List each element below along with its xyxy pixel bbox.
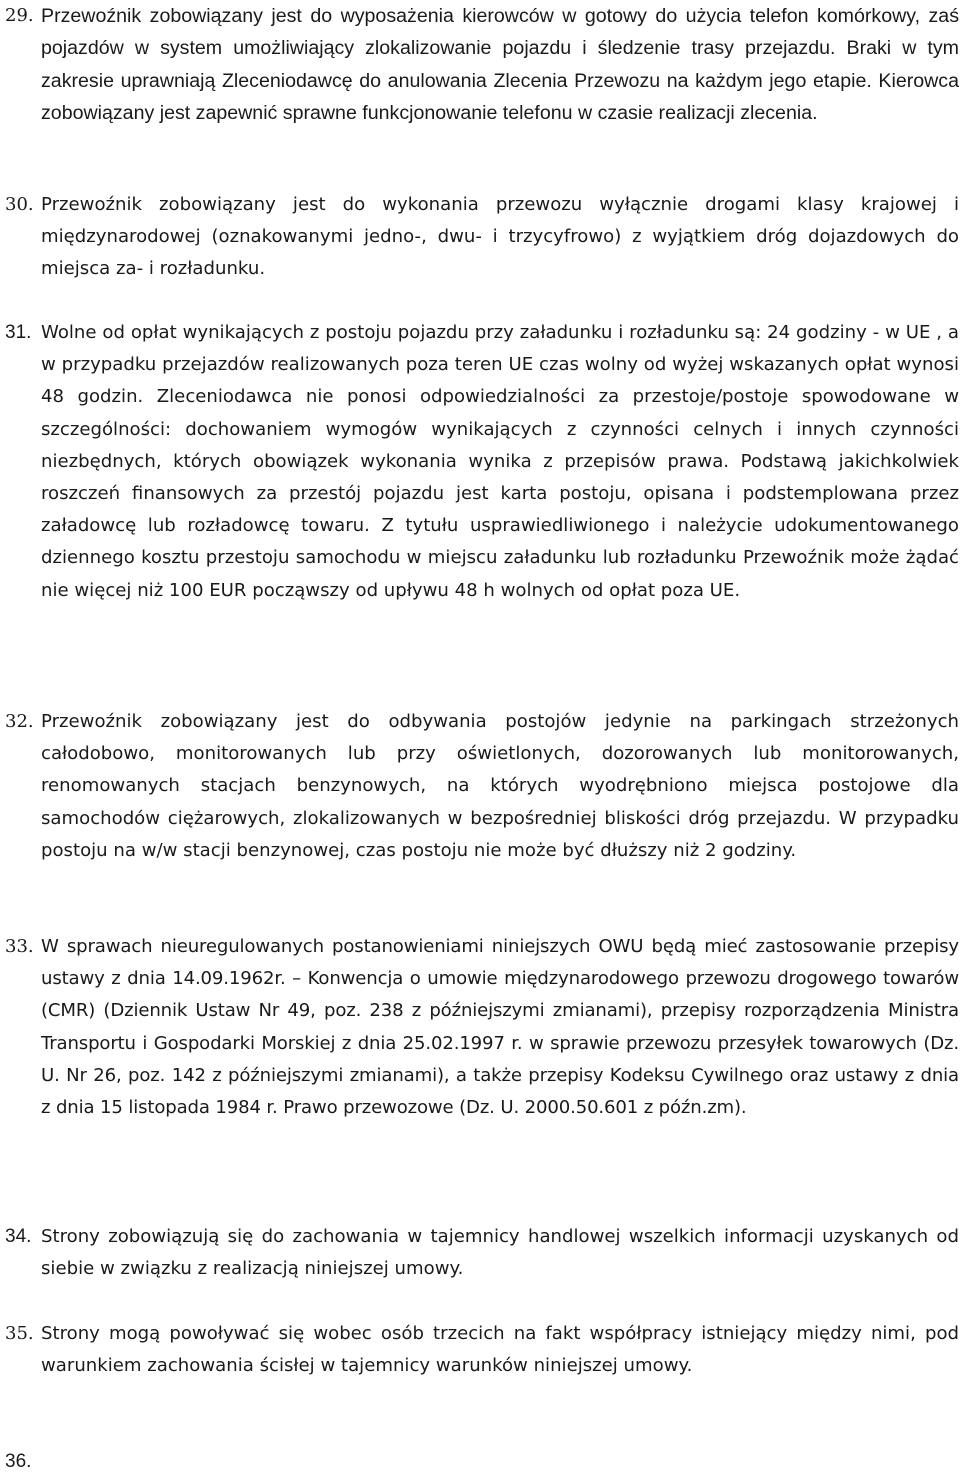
item-text: Przewoźnik zobowiązany jest do wykonania przewozu wyłącznie drogami klasy krajowej i międzynarodowej (oznakowanymi jedno-, dwu- i trzycyfrowo) z wyjątkiem dróg dojazdowych do miejsca za- i rozładunku. bbox=[41, 194, 959, 280]
item-number: 29. bbox=[5, 5, 34, 26]
item-text: Przewoźnik zobowiązany jest do odbywania postojów jedynie na parkingach strzeżonych całodobowo, monitorowanych lub przy oświetlonych, dozorowanych lub monitorowanych, renomowanych stacjach benzynowych, na których wyodrębniono miejsca postojowe dla samochodów ciężarowych, zlokalizowanych w bezpośredniej bliskości dróg przejazdu. W przypadku postoju na w/w stacji benzynowej, czas postoju nie może być dłuższy niż 2 godziny. bbox=[41, 711, 959, 861]
item-number: 30. bbox=[5, 194, 34, 215]
item-number: 36. bbox=[5, 1451, 32, 1472]
item-number: 35. bbox=[5, 1323, 34, 1344]
item-text: Strony mogą powoływać się wobec osób trzecich na fakt współpracy istniejący między nimi, pod warunkiem zachowania ścisłej w tajemnicy warunków niniejszej umowy. bbox=[41, 1323, 959, 1377]
item-text: Przewoźnik zobowiązany jest do wyposażenia kierowców w gotowy do użycia telefon komórkowy, zaś pojazdów w system umożliwiający zlokalizowanie pojazdu i śledzenie trasy przejazdu. Braki w tym zakresie uprawniają Zleceniodawcę do anulowania Zlecenia Przewozu na każdym jego etapie. Kierowca zobowiązany jest zapewnić sprawne funkcjonowanie telefonu w czasie realizacji zlecenia. bbox=[41, 5, 959, 125]
item-text: Wolne od opłat wynikających z postoju pojazdu przy załadunku i rozładunku są: 24 godziny - w UE , a w przypadku przejazdów realizowanych poza teren UE czas wolny od wyżej wskazanych opłat wynosi 48 godzin. Zleceniodawca nie ponosi odpowiedzialności za przestoje/postoje spowodowane w szczególności: dochowaniem wymogów wynikających z czynności celnych i innych czynności niezbędnych, których obowiązek wykonania wynika z przepisów prawa. Podstawą jakichkolwiek roszczeń finansowych za przestój pojazdu jest karta postoju, opisana i podstemplowana przez załadowcę lub rozładowcę towaru. Z tytułu usprawiedliwionego i należycie udokumentowanego dziennego kosztu przestoju samochodu w miejscu załadunku lub rozładunku Przewoźnik może żądać nie więcej niż 100 EUR począwszy od upływu 48 h wolnych od opłat poza UE. bbox=[41, 322, 959, 601]
item-number: 34. bbox=[5, 1226, 32, 1247]
item-text: Strony zobowiązują się do zachowania w tajemnicy handlowej wszelkich informacji uzyskanych od siebie w związku z realizacją niniejszej umowy. bbox=[41, 1226, 959, 1280]
item-number: 32. bbox=[5, 711, 34, 732]
item-text: W sprawach nieuregulowanych postanowieniami niniejszych OWU będą mieć zastosowanie przepisy ustawy z dnia 14.09.1962r. – Konwencja o umowie międzynarodowego przewozu drogowego towarów (CMR) (Dziennik Ustaw Nr 49, poz. 238 z późniejszymi zmianami), przepisy rozporządzenia Ministra Transportu i Gospodarki Morskiej z dnia 25.02.1997 r. w sprawie przewozu przesyłek towarowych (Dz. U. Nr 26, poz. 142 z późniejszymi zmianami), a także przepisy Kodeksu Cywilnego oraz ustawy z dnia z dnia 15 listopada 1984 r. Prawo przewozowe (Dz. U. 2000.50.601 z późn.zm). bbox=[41, 936, 959, 1119]
item-number: 31. bbox=[5, 322, 32, 343]
item-number: 33. bbox=[5, 936, 34, 957]
